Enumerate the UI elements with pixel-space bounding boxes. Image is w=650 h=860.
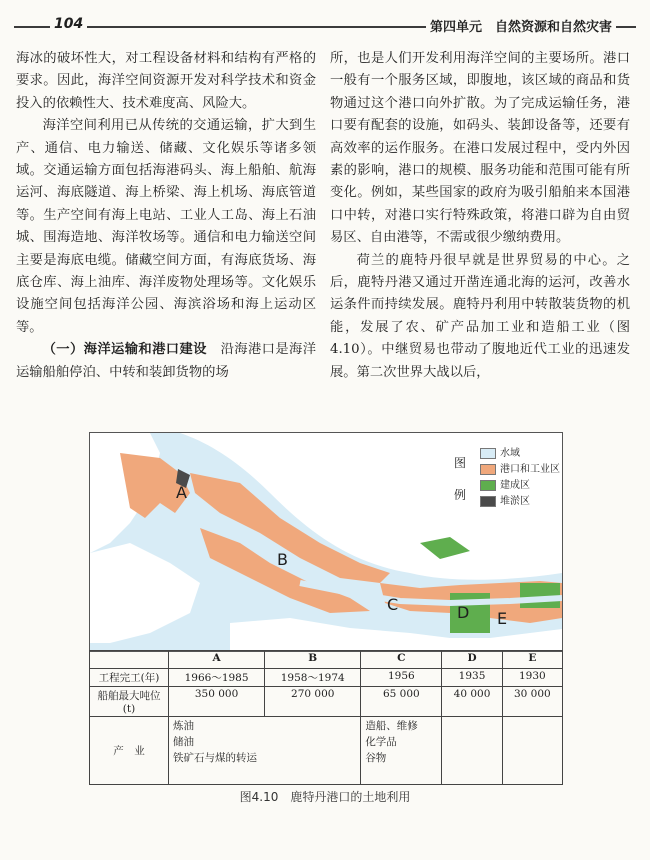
table-cell: 40 000: [442, 687, 502, 717]
legend-swatch: [480, 496, 496, 507]
table-cell: 270 000: [265, 687, 361, 717]
column-header: C: [361, 651, 442, 669]
table-cell: 1935: [442, 669, 502, 687]
column-header: D: [442, 651, 502, 669]
column-header: A: [169, 651, 265, 669]
land-use-table: [89, 650, 563, 785]
table-cell: [169, 717, 361, 785]
table-cell: [502, 717, 562, 785]
page-number: 104: [50, 16, 87, 32]
unit-title: 第四单元 自然资源和自然灾害: [426, 16, 616, 35]
industry-item: 化学品: [365, 736, 397, 748]
figure-caption: 图4.10 鹿特丹港口的土地利用: [239, 790, 411, 804]
legend-item: [480, 479, 530, 492]
legend-swatch: [480, 448, 496, 459]
legend-label: 港口和工业区: [500, 464, 560, 475]
industry-item: 铁矿石与煤的转运: [173, 752, 257, 764]
industry-item: 谷物: [365, 752, 387, 764]
legend-swatch: [480, 464, 496, 475]
port-land-use-map: [89, 432, 563, 652]
legend-label: 建成区: [500, 480, 530, 491]
map-legend: [446, 439, 560, 523]
paragraph: 所，也是人们开发利用海洋空间的主要场所。港口一般有一个服务区域，即腹地，该区域的商品和货物通过这个港口向外扩散。为了完成运输任务，港口要有配套的设施，如码头、装卸设备等，还要有高效率的运作服务。在港口发展过程中，受内外因素的影响，港口的规模、服务功能和范围可能有所变化。例如，某些国家的政府为吸引船舶来本国港口中转，对港口实行特殊政策，将港口辟为自由贸易区、自由港等，不需或很少缴纳费用。: [330, 51, 630, 246]
left-column: [16, 48, 316, 384]
table-cell: 350 000: [169, 687, 265, 717]
industry-item: 储油: [173, 736, 194, 748]
paragraph-text: 沿海港口是海洋运输船舶停泊、中转和装卸货物的场: [16, 342, 317, 380]
legend-item: [480, 495, 530, 508]
legend-swatch: [480, 480, 496, 491]
row-header: 产 业: [90, 717, 169, 785]
paragraph: 海冰的破坏性大，对工程设备材料和结构有严格的要求。因此，海洋空间资源开发对科学技术和资金投入的依赖性大、技术难度高、风险大。: [16, 51, 316, 111]
paragraph: [16, 339, 316, 384]
site-label-d: D: [457, 603, 470, 622]
site-label-c: C: [387, 595, 399, 614]
table-cell: 65 000: [361, 687, 442, 717]
right-column: [330, 48, 630, 384]
table-row: [90, 687, 563, 717]
table-cell: 30 000: [502, 687, 562, 717]
column-header: E: [502, 651, 562, 669]
table-header-row: [90, 651, 563, 669]
table-cell: [442, 717, 502, 785]
legend-label: 堆淤区: [500, 496, 530, 507]
row-header: 工程完工(年): [90, 669, 169, 687]
table-cell: 1966～1985: [169, 669, 265, 687]
legend-label: 水域: [500, 448, 520, 459]
legend-item: [480, 463, 560, 476]
site-label-a: A: [176, 483, 187, 502]
table-corner: [90, 651, 169, 669]
paragraph: 荷兰的鹿特丹很早就是世界贸易的中心。之后，鹿特丹港又通过开凿连通北海的运河，改善水运条件而持续发展。鹿特丹利用中转散装货物的机能，发展了农、矿产品加工业和造船工业（图4.10）。中继贸易也带动了腹地近代工业的迅速发展。第二次世界大战以后，: [330, 252, 630, 380]
industry-item: 造船、维修: [365, 720, 418, 732]
industry-item: 炼油: [173, 720, 194, 732]
site-label-e: E: [497, 609, 508, 628]
table-cell: 1958～1974: [265, 669, 361, 687]
table-cell: [361, 717, 442, 785]
legend-title: 图例: [454, 456, 467, 502]
table-row: [90, 669, 563, 687]
table-cell: 1930: [502, 669, 562, 687]
site-label-b: B: [277, 550, 288, 569]
column-header: B: [265, 651, 361, 669]
page-header: [14, 16, 636, 38]
table-cell: 1956: [361, 669, 442, 687]
paragraph: 海洋空间利用已从传统的交通运输，扩大到生产、通信、电力输送、储藏、文化娱乐等诸多领域。交通运输方面包括海港码头、海上船舶、航海运河、海底隧道、海上桥梁、海上机场、海底管道等。生产空间有海上电站、工业人工岛、海上石油城、围海造地、海洋牧场等。通信和电力输送空间主要是海底电缆。储藏空间方面，有海底货场、海底仓库、海上油库、海洋废物处理场等。文化娱乐设施空间包括海洋公园、海滨浴场和海上运动区等。: [16, 118, 316, 335]
legend-item: [480, 447, 520, 460]
table-row: [90, 717, 563, 785]
section-heading: （一）海洋运输和港口建设: [42, 342, 207, 358]
row-header: 船舶最大吨位(t): [90, 687, 169, 717]
